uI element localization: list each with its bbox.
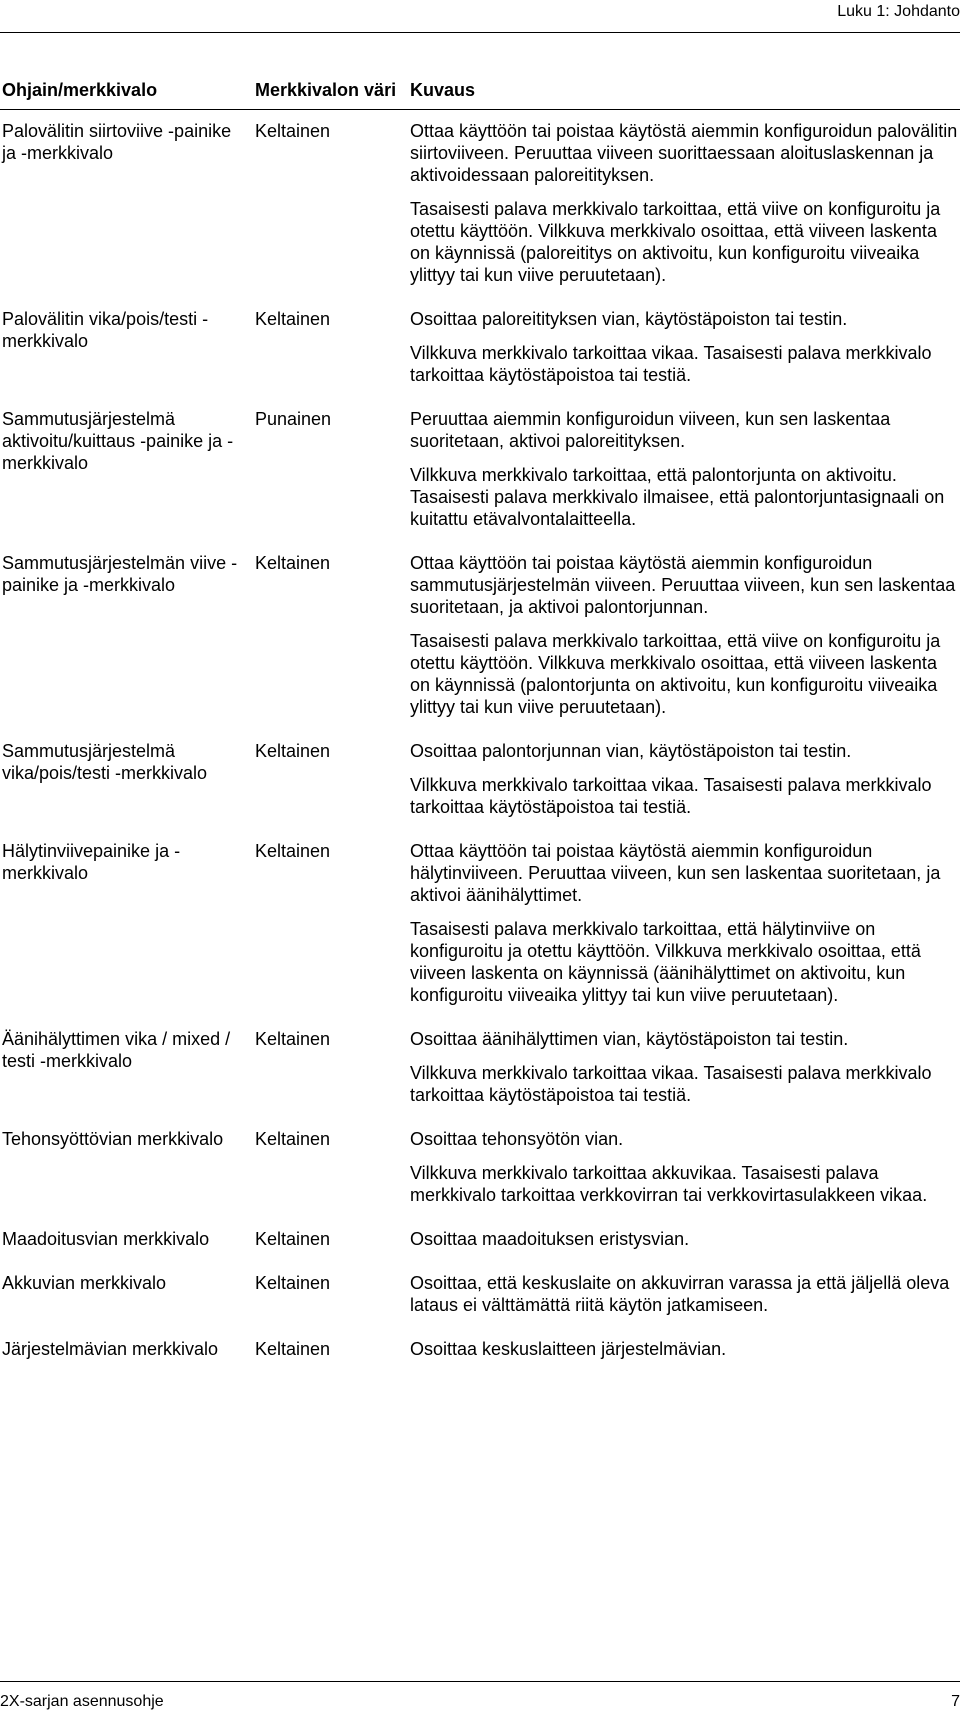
table-body	[0, 110, 960, 1373]
description-paragraph: Osoittaa äänihälyttimen vian, käytöstäpoiston tai testin.	[410, 1029, 849, 1049]
indicator-table	[0, 80, 960, 1372]
table-row	[0, 1262, 960, 1328]
description-paragraph: Ottaa käyttöön tai poistaa käytöstä aiemmin konfiguroidun hälytinviiveen. Peruuttaa viiveen, kun sen laskentaa suoritetaan, ja aktivoi äänihälyttimet.	[410, 841, 941, 905]
cell-indicator-color: Keltainen	[255, 1129, 331, 1149]
cell-description	[410, 398, 960, 542]
table-row	[0, 398, 960, 542]
description-paragraph: Tasaisesti palava merkkivalo tarkoittaa, että hälytinviive on konfiguroitu ja otettu käyttöön. Vilkkuva merkkivalo osoittaa, että viiveen laskenta on käynnissä (äänihälyttimet on aktivoitu, kun konfiguroitu viiveaika ylittyy tai kun viive peruutetaan).	[410, 919, 921, 1005]
description-paragraph: Osoittaa, että keskuslaite on akkuvirran varassa ja että jäljellä oleva lataus ei välttämättä riitä käytön jatkamiseen.	[410, 1273, 950, 1315]
description-paragraph: Vilkkuva merkkivalo tarkoittaa vikaa. Tasaisesti palava merkkivalo tarkoittaa käytöstäpoistoa tai testiä.	[410, 343, 932, 385]
description-paragraph: Peruuttaa aiemmin konfiguroidun viiveen, kun sen laskentaa suoritetaan, aktivoi paloreitityksen.	[410, 409, 891, 451]
cell-description	[410, 1262, 960, 1328]
footer-manual-title: 2X-sarjan asennusohje	[0, 1693, 164, 1710]
cell-control: Tehonsyöttövian merkkivalo	[2, 1129, 224, 1149]
table-row	[0, 1018, 960, 1118]
table-row	[0, 1118, 960, 1218]
cell-description	[410, 730, 960, 830]
cell-indicator-color: Keltainen	[255, 553, 331, 573]
header-control: Ohjain/merkkivalo	[0, 80, 253, 110]
description-paragraph: Ottaa käyttöön tai poistaa käytöstä aiemmin konfiguroidun palovälitin siirtoviiveen. Peruuttaa viiveen suorittaessaan aloituslaskennan ja aktivoidessaan paloreitityksen.	[410, 121, 958, 185]
description-paragraph: Osoittaa palontorjunnan vian, käytöstäpoiston tai testin.	[410, 741, 852, 761]
footer-rule	[0, 1681, 960, 1682]
description-paragraph: Vilkkuva merkkivalo tarkoittaa, että palontorjunta on aktivoitu. Tasaisesti palava merkkivalo ilmaisee, että palontorjuntasignaali on kuitattu etävalvontalaitteella.	[410, 465, 945, 529]
description-paragraph: Osoittaa maadoituksen eristysvian.	[410, 1229, 690, 1249]
table-row	[0, 298, 960, 398]
cell-control: Sammutusjärjestelmän viive -painike ja -merkkivalo	[2, 553, 238, 595]
cell-control: Sammutusjärjestelmä aktivoitu/kuittaus -painike ja -merkkivalo	[2, 409, 234, 473]
cell-description	[410, 1118, 960, 1218]
cell-description	[410, 1328, 960, 1372]
table-row	[0, 1328, 960, 1372]
header-color: Merkkivalon väri	[253, 80, 410, 110]
table-row	[0, 830, 960, 1018]
description-paragraph: Vilkkuva merkkivalo tarkoittaa vikaa. Tasaisesti palava merkkivalo tarkoittaa käytöstäpoistoa tai testiä.	[410, 775, 932, 817]
cell-indicator-color: Keltainen	[255, 121, 331, 141]
cell-control: Järjestelmävian merkkivalo	[2, 1339, 219, 1359]
header-description: Kuvaus	[410, 80, 960, 110]
cell-indicator-color: Keltainen	[255, 1029, 331, 1049]
table-row	[0, 1218, 960, 1262]
cell-indicator-color: Keltainen	[255, 1229, 331, 1249]
table-header-row	[0, 80, 960, 110]
cell-indicator-color: Keltainen	[255, 309, 331, 329]
description-paragraph: Tasaisesti palava merkkivalo tarkoittaa, että viive on konfiguroitu ja otettu käyttöön. Vilkkuva merkkivalo osoittaa, että viiveen laskenta on käynnissä (paloreititys on aktivoitu, kun konfiguroitu viiveaika ylittyy tai kun viive peruutetaan).	[410, 199, 941, 285]
cell-description	[410, 542, 960, 730]
description-paragraph: Vilkkuva merkkivalo tarkoittaa vikaa. Tasaisesti palava merkkivalo tarkoittaa käytöstäpoistoa tai testiä.	[410, 1063, 932, 1105]
cell-control: Maadoitusvian merkkivalo	[2, 1229, 210, 1249]
cell-control: Sammutusjärjestelmä vika/pois/testi -merkkivalo	[2, 741, 208, 783]
description-paragraph: Vilkkuva merkkivalo tarkoittaa akkuvikaa. Tasaisesti palava merkkivalo tarkoittaa verkkovirran tai verkkovirtasulakkeen vikaa.	[410, 1163, 928, 1205]
table-row	[0, 110, 960, 299]
description-paragraph: Osoittaa paloreitityksen vian, käytöstäpoiston tai testin.	[410, 309, 848, 329]
footer-page-number: 7	[951, 1693, 960, 1710]
description-paragraph: Osoittaa keskuslaitteen järjestelmävian.	[410, 1339, 727, 1359]
table-row	[0, 730, 960, 830]
cell-description	[410, 110, 960, 299]
cell-indicator-color: Keltainen	[255, 741, 331, 761]
cell-control: Äänihälyttimen vika / mixed / testi -merkkivalo	[2, 1029, 231, 1071]
description-paragraph: Tasaisesti palava merkkivalo tarkoittaa, että viive on konfiguroitu ja otettu käyttöön. Vilkkuva merkkivalo osoittaa, että viiveen laskenta on käynnissä (palontorjunta on aktivoitu, kun konfiguroitu viiveaika ylittyy tai kun viive peruutetaan).	[410, 631, 941, 717]
cell-indicator-color: Keltainen	[255, 841, 331, 861]
cell-indicator-color: Keltainen	[255, 1273, 331, 1293]
cell-description	[410, 1018, 960, 1118]
cell-control: Hälytinviivepainike ja -merkkivalo	[2, 841, 181, 883]
cell-control: Palovälitin vika/pois/testi -merkkivalo	[2, 309, 209, 351]
table-header	[0, 80, 960, 110]
running-header-chapter-title: Luku 1: Johdanto	[837, 3, 960, 20]
cell-indicator-color: Keltainen	[255, 1339, 331, 1359]
cell-description	[410, 830, 960, 1018]
cell-description	[410, 1218, 960, 1262]
cell-control: Palovälitin siirtoviive -painike ja -merkkivalo	[2, 121, 232, 163]
table-row	[0, 542, 960, 730]
cell-control: Akkuvian merkkivalo	[2, 1273, 167, 1293]
cell-description	[410, 298, 960, 398]
description-paragraph: Ottaa käyttöön tai poistaa käytöstä aiemmin konfiguroidun sammutusjärjestelmän viiveen. Peruuttaa viiveen, kun sen laskentaa suoritetaan, ja aktivoi palontorjunnan.	[410, 553, 956, 617]
description-paragraph: Osoittaa tehonsyötön vian.	[410, 1129, 624, 1149]
indicator-table-wrapper	[0, 80, 960, 1372]
header-rule	[0, 32, 960, 33]
cell-indicator-color: Punainen	[255, 409, 332, 429]
